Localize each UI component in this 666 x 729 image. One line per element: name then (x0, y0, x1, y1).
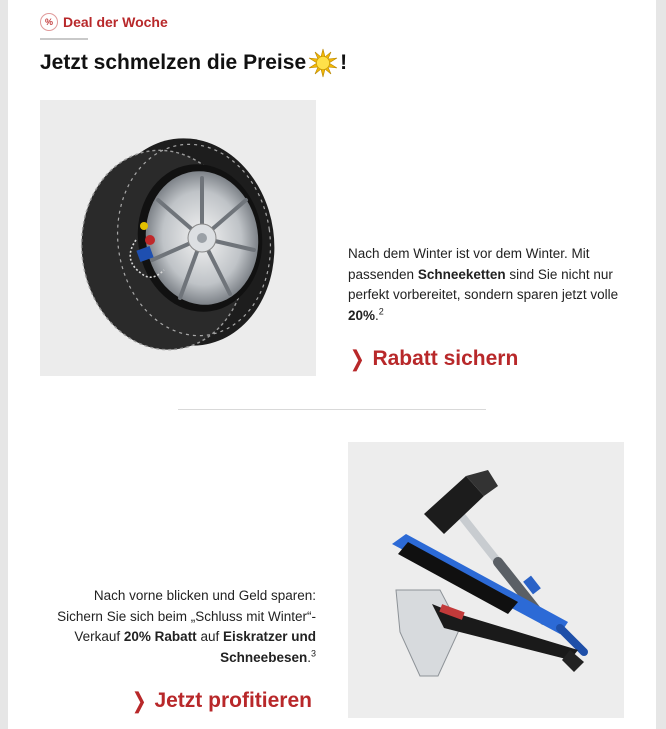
offer2-text-a: Nach vorne blicken und Geld sparen: Sichern Sie sich beim „Schluss mit Winter“-Verkauf (57, 588, 316, 644)
offer2-footnote: 3 (310, 648, 316, 658)
ice-scraper-snow-brush-image[interactable] (348, 442, 624, 718)
chevron-right-icon: ❯ (131, 688, 147, 713)
rabatt-sichern-label: Rabatt sichern (372, 347, 519, 370)
rabatt-sichern-link[interactable] (348, 346, 518, 372)
offer2-description (48, 586, 316, 668)
offer1-text-b: sind Sie nicht nur perfekt vorbereitet, sondern sparen jetzt volle (348, 266, 619, 302)
offer1-text-bold2: 20% (348, 307, 376, 323)
snow-chain-tire-image[interactable] (40, 100, 316, 376)
chevron-right-icon: ❯ (349, 346, 365, 371)
offer1-description (348, 244, 628, 326)
deal-badge (40, 12, 168, 32)
headline-text: Jetzt schmelzen die Preise (40, 51, 307, 74)
sun-icon (308, 48, 338, 78)
offer2-text-bold: 20% Rabatt (123, 629, 197, 644)
jetzt-profitieren-label: Jetzt profitieren (154, 689, 312, 712)
offer2-text-b: auf (196, 629, 223, 644)
headline-suffix: ! (340, 51, 348, 74)
offer1-text-a: Nach dem Winter ist vor dem Winter. Mit passenden (348, 246, 590, 282)
offer1-footnote: 2 (378, 306, 384, 316)
percent-icon: % (40, 13, 58, 31)
newsletter-card (8, 0, 656, 729)
offer2-text-bold2: Eiskratzer und Schneebesen (220, 629, 316, 665)
badge-underline (40, 38, 88, 40)
jetzt-profitieren-link[interactable] (130, 688, 312, 714)
headline (40, 48, 347, 78)
section-divider (178, 409, 486, 410)
offer1-text-bold: Schneeketten (417, 266, 506, 282)
offer2-text-c: . (307, 649, 311, 665)
offer1-text-c: . (375, 307, 379, 323)
deal-badge-label: Deal der Woche (63, 14, 168, 30)
